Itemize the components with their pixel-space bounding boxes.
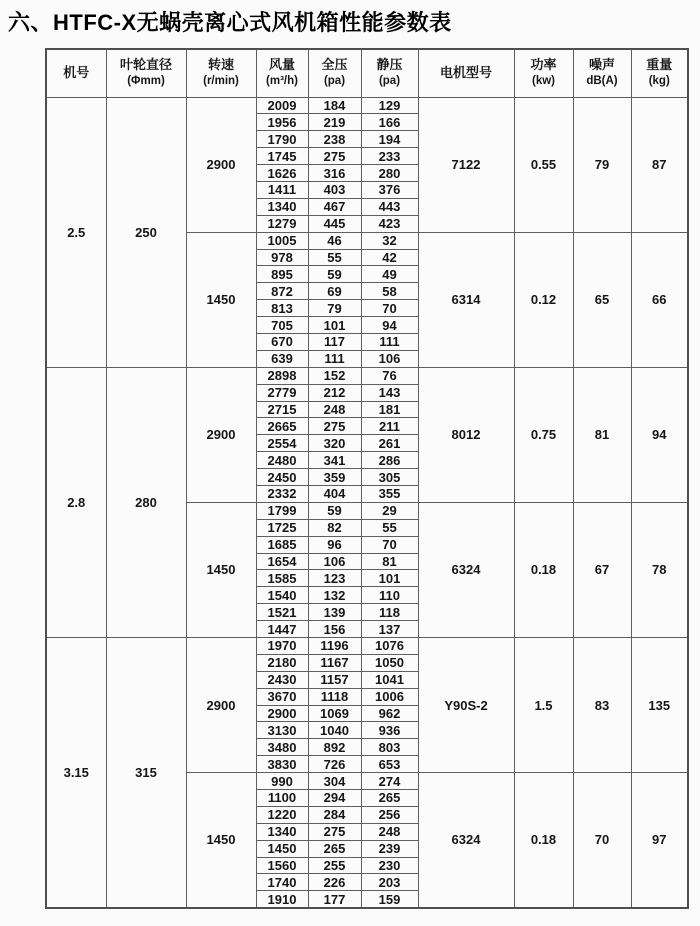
airflow-value: 1740 xyxy=(256,874,308,891)
static-pressure-value: 166 xyxy=(361,114,418,131)
weight-value: 66 xyxy=(631,232,688,367)
airflow-value: 1725 xyxy=(256,519,308,536)
static-pressure-value: 230 xyxy=(361,857,418,874)
static-pressure-value: 94 xyxy=(361,317,418,334)
total-pressure-value: 123 xyxy=(308,570,361,587)
total-pressure-value: 82 xyxy=(308,519,361,536)
table-header xyxy=(46,49,688,97)
motor-model-value: Y90S-2 xyxy=(418,638,514,773)
static-pressure-value: 261 xyxy=(361,435,418,452)
airflow-value: 813 xyxy=(256,300,308,317)
total-pressure-value: 404 xyxy=(308,485,361,502)
weight-value: 78 xyxy=(631,502,688,637)
airflow-value: 1790 xyxy=(256,131,308,148)
total-pressure-value: 341 xyxy=(308,452,361,469)
airflow-value: 1340 xyxy=(256,198,308,215)
total-pressure-value: 156 xyxy=(308,621,361,638)
total-pressure-value: 892 xyxy=(308,739,361,756)
motor-model-value: 6324 xyxy=(418,502,514,637)
total-pressure-value: 55 xyxy=(308,249,361,266)
total-pressure-value: 294 xyxy=(308,790,361,807)
static-pressure-value: 143 xyxy=(361,384,418,401)
data-row xyxy=(46,367,688,384)
total-pressure-value: 320 xyxy=(308,435,361,452)
power-value: 0.55 xyxy=(514,97,573,232)
total-pressure-value: 117 xyxy=(308,333,361,350)
static-pressure-value: 653 xyxy=(361,756,418,773)
column-header-impeller-diameter xyxy=(106,49,186,97)
column-header-noise xyxy=(573,49,631,97)
total-pressure-value: 1167 xyxy=(308,654,361,671)
airflow-value: 1560 xyxy=(256,857,308,874)
static-pressure-value: 248 xyxy=(361,823,418,840)
static-pressure-value: 76 xyxy=(361,367,418,384)
column-unit: dB(A) xyxy=(586,75,618,88)
total-pressure-value: 316 xyxy=(308,165,361,182)
motor-model-value: 8012 xyxy=(418,367,514,502)
airflow-value: 1685 xyxy=(256,536,308,553)
static-pressure-value: 70 xyxy=(361,536,418,553)
column-header-static-pressure xyxy=(361,49,418,97)
column-unit: (Φmm) xyxy=(127,75,165,88)
static-pressure-value: 118 xyxy=(361,604,418,621)
static-pressure-value: 29 xyxy=(361,502,418,519)
noise-value: 67 xyxy=(573,502,631,637)
column-unit: (r/min) xyxy=(203,75,239,88)
airflow-value: 3830 xyxy=(256,756,308,773)
total-pressure-value: 265 xyxy=(308,840,361,857)
static-pressure-value: 101 xyxy=(361,570,418,587)
column-unit: (kg) xyxy=(648,75,670,88)
airflow-value: 990 xyxy=(256,773,308,790)
noise-value: 83 xyxy=(573,638,631,773)
data-row xyxy=(46,638,688,655)
static-pressure-value: 129 xyxy=(361,97,418,114)
table-body xyxy=(46,97,688,908)
static-pressure-value: 280 xyxy=(361,165,418,182)
column-label: 机号 xyxy=(63,64,90,80)
airflow-value: 2450 xyxy=(256,469,308,486)
total-pressure-value: 359 xyxy=(308,469,361,486)
speed-value: 1450 xyxy=(186,232,256,367)
total-pressure-value: 403 xyxy=(308,181,361,198)
static-pressure-value: 376 xyxy=(361,181,418,198)
total-pressure-value: 226 xyxy=(308,874,361,891)
airflow-value: 2665 xyxy=(256,418,308,435)
total-pressure-value: 1040 xyxy=(308,722,361,739)
column-label: 全压 xyxy=(321,57,348,73)
weight-value: 97 xyxy=(631,773,688,908)
page-title: 六、HTFC-X无蜗壳离心式风机箱性能参数表 xyxy=(8,10,452,35)
power-value: 0.18 xyxy=(514,773,573,908)
speed-value: 2900 xyxy=(186,638,256,773)
static-pressure-value: 423 xyxy=(361,215,418,232)
impeller-diameter-value: 280 xyxy=(106,367,186,637)
total-pressure-value: 726 xyxy=(308,756,361,773)
speed-value: 1450 xyxy=(186,773,256,908)
airflow-value: 1521 xyxy=(256,604,308,621)
column-header-speed xyxy=(186,49,256,97)
total-pressure-value: 152 xyxy=(308,367,361,384)
static-pressure-value: 1006 xyxy=(361,688,418,705)
airflow-value: 978 xyxy=(256,249,308,266)
total-pressure-value: 96 xyxy=(308,536,361,553)
airflow-value: 1799 xyxy=(256,502,308,519)
column-header-model xyxy=(46,49,106,97)
column-label: 功率 xyxy=(530,57,557,73)
static-pressure-value: 42 xyxy=(361,249,418,266)
data-row xyxy=(46,97,688,114)
impeller-diameter-value: 250 xyxy=(106,97,186,367)
column-unit: (pa) xyxy=(378,75,401,88)
total-pressure-value: 1196 xyxy=(308,638,361,655)
total-pressure-value: 219 xyxy=(308,114,361,131)
static-pressure-value: 305 xyxy=(361,469,418,486)
motor-model-value: 7122 xyxy=(418,97,514,232)
total-pressure-value: 101 xyxy=(308,317,361,334)
column-label: 风量 xyxy=(268,57,295,73)
static-pressure-value: 962 xyxy=(361,705,418,722)
column-label: 噪声 xyxy=(588,57,615,73)
total-pressure-value: 284 xyxy=(308,806,361,823)
airflow-value: 895 xyxy=(256,266,308,283)
static-pressure-value: 274 xyxy=(361,773,418,790)
total-pressure-value: 275 xyxy=(308,148,361,165)
total-pressure-value: 184 xyxy=(308,97,361,114)
motor-model-value: 6324 xyxy=(418,773,514,908)
weight-value: 94 xyxy=(631,367,688,502)
static-pressure-value: 1076 xyxy=(361,638,418,655)
static-pressure-value: 239 xyxy=(361,840,418,857)
airflow-value: 639 xyxy=(256,350,308,367)
static-pressure-value: 233 xyxy=(361,148,418,165)
static-pressure-value: 137 xyxy=(361,621,418,638)
total-pressure-value: 111 xyxy=(308,350,361,367)
static-pressure-value: 49 xyxy=(361,266,418,283)
total-pressure-value: 238 xyxy=(308,131,361,148)
airflow-value: 1956 xyxy=(256,114,308,131)
total-pressure-value: 1118 xyxy=(308,688,361,705)
power-value: 0.75 xyxy=(514,367,573,502)
airflow-value: 1005 xyxy=(256,232,308,249)
airflow-value: 2430 xyxy=(256,671,308,688)
airflow-value: 2180 xyxy=(256,654,308,671)
airflow-value: 3480 xyxy=(256,739,308,756)
static-pressure-value: 355 xyxy=(361,485,418,502)
airflow-value: 2332 xyxy=(256,485,308,502)
airflow-value: 2554 xyxy=(256,435,308,452)
column-unit: (m³/h) xyxy=(266,75,298,88)
airflow-value: 1910 xyxy=(256,891,308,908)
total-pressure-value: 46 xyxy=(308,232,361,249)
airflow-value: 2900 xyxy=(256,705,308,722)
airflow-value: 2480 xyxy=(256,452,308,469)
static-pressure-value: 1050 xyxy=(361,654,418,671)
airflow-value: 670 xyxy=(256,333,308,350)
speed-value: 1450 xyxy=(186,502,256,637)
airflow-value: 1585 xyxy=(256,570,308,587)
airflow-value: 1100 xyxy=(256,790,308,807)
static-pressure-value: 111 xyxy=(361,333,418,350)
power-value: 1.5 xyxy=(514,638,573,773)
static-pressure-value: 256 xyxy=(361,806,418,823)
airflow-value: 1626 xyxy=(256,165,308,182)
power-value: 0.12 xyxy=(514,232,573,367)
column-unit: (pa) xyxy=(323,75,346,88)
total-pressure-value: 1069 xyxy=(308,705,361,722)
column-header-power xyxy=(514,49,573,97)
column-label: 转速 xyxy=(207,57,234,73)
airflow-value: 1450 xyxy=(256,840,308,857)
static-pressure-value: 803 xyxy=(361,739,418,756)
static-pressure-value: 55 xyxy=(361,519,418,536)
static-pressure-value: 81 xyxy=(361,553,418,570)
column-label: 重量 xyxy=(646,57,673,73)
noise-value: 79 xyxy=(573,97,631,232)
static-pressure-value: 159 xyxy=(361,891,418,908)
airflow-value: 3670 xyxy=(256,688,308,705)
total-pressure-value: 275 xyxy=(308,418,361,435)
column-label: 叶轮直径 xyxy=(119,57,172,73)
airflow-value: 705 xyxy=(256,317,308,334)
model-value: 2.5 xyxy=(46,97,106,367)
total-pressure-value: 467 xyxy=(308,198,361,215)
total-pressure-value: 79 xyxy=(308,300,361,317)
static-pressure-value: 32 xyxy=(361,232,418,249)
speed-value: 2900 xyxy=(186,97,256,232)
static-pressure-value: 70 xyxy=(361,300,418,317)
total-pressure-value: 1157 xyxy=(308,671,361,688)
airflow-value: 1970 xyxy=(256,638,308,655)
static-pressure-value: 936 xyxy=(361,722,418,739)
fan-performance-table xyxy=(45,48,689,909)
noise-value: 65 xyxy=(573,232,631,367)
column-header-airflow xyxy=(256,49,308,97)
airflow-value: 1654 xyxy=(256,553,308,570)
airflow-value: 1745 xyxy=(256,148,308,165)
airflow-value: 1447 xyxy=(256,621,308,638)
static-pressure-value: 1041 xyxy=(361,671,418,688)
power-value: 0.18 xyxy=(514,502,573,637)
impeller-diameter-value: 315 xyxy=(106,638,186,908)
column-header-weight xyxy=(631,49,688,97)
static-pressure-value: 203 xyxy=(361,874,418,891)
header-row xyxy=(46,49,688,97)
airflow-value: 1540 xyxy=(256,587,308,604)
airflow-value: 1279 xyxy=(256,215,308,232)
total-pressure-value: 69 xyxy=(308,283,361,300)
static-pressure-value: 211 xyxy=(361,418,418,435)
total-pressure-value: 248 xyxy=(308,401,361,418)
total-pressure-value: 59 xyxy=(308,266,361,283)
static-pressure-value: 194 xyxy=(361,131,418,148)
airflow-value: 1340 xyxy=(256,823,308,840)
airflow-value: 3130 xyxy=(256,722,308,739)
model-value: 2.8 xyxy=(46,367,106,637)
noise-value: 70 xyxy=(573,773,631,908)
total-pressure-value: 304 xyxy=(308,773,361,790)
static-pressure-value: 110 xyxy=(361,587,418,604)
total-pressure-value: 139 xyxy=(308,604,361,621)
static-pressure-value: 286 xyxy=(361,452,418,469)
model-value: 3.15 xyxy=(46,638,106,908)
total-pressure-value: 132 xyxy=(308,587,361,604)
airflow-value: 872 xyxy=(256,283,308,300)
static-pressure-value: 265 xyxy=(361,790,418,807)
motor-model-value: 6314 xyxy=(418,232,514,367)
static-pressure-value: 106 xyxy=(361,350,418,367)
column-label: 静压 xyxy=(376,57,403,73)
total-pressure-value: 445 xyxy=(308,215,361,232)
airflow-value: 2715 xyxy=(256,401,308,418)
total-pressure-value: 275 xyxy=(308,823,361,840)
total-pressure-value: 212 xyxy=(308,384,361,401)
total-pressure-value: 255 xyxy=(308,857,361,874)
total-pressure-value: 59 xyxy=(308,502,361,519)
speed-value: 2900 xyxy=(186,367,256,502)
column-header-total-pressure xyxy=(308,49,361,97)
static-pressure-value: 443 xyxy=(361,198,418,215)
static-pressure-value: 58 xyxy=(361,283,418,300)
airflow-value: 2898 xyxy=(256,367,308,384)
column-header-motor-model xyxy=(418,49,514,97)
noise-value: 81 xyxy=(573,367,631,502)
airflow-value: 2779 xyxy=(256,384,308,401)
total-pressure-value: 106 xyxy=(308,553,361,570)
static-pressure-value: 181 xyxy=(361,401,418,418)
weight-value: 87 xyxy=(631,97,688,232)
weight-value: 135 xyxy=(631,638,688,773)
total-pressure-value: 177 xyxy=(308,891,361,908)
airflow-value: 2009 xyxy=(256,97,308,114)
airflow-value: 1220 xyxy=(256,806,308,823)
airflow-value: 1411 xyxy=(256,181,308,198)
column-unit: (kw) xyxy=(532,75,555,88)
column-label: 电机型号 xyxy=(439,64,492,80)
